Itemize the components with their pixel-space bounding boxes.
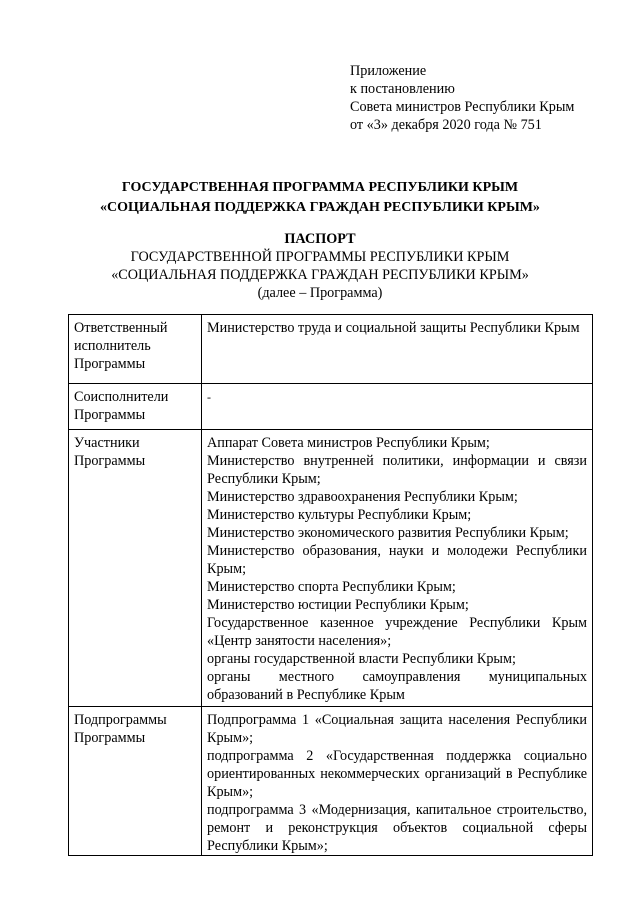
value-line: Министерство здравоохранения Республики Крым; bbox=[207, 489, 518, 505]
table-row bbox=[69, 315, 593, 384]
value-line: Подпрограмма 1 «Социальная защита населения Республики Крым»; bbox=[207, 712, 587, 746]
approval-line: от «3» декабря 2020 года № 751 bbox=[350, 117, 542, 133]
passport-line: (далее – Программа) bbox=[257, 285, 383, 301]
value-line: Министерство труда и социальной защиты Республики Крым bbox=[207, 320, 580, 336]
value-line: органы государственной власти Республики Крым; bbox=[207, 651, 516, 667]
row-value bbox=[202, 315, 593, 384]
value-line: подпрограмма 2 «Государственная поддержка социально ориентированных некоммерческих организаций в Республике Крым»; bbox=[207, 748, 587, 800]
table-row bbox=[69, 707, 593, 856]
row-value bbox=[202, 707, 593, 856]
value-line: Аппарат Совета министров Республики Крым; bbox=[207, 435, 490, 451]
value-line: Министерство культуры Республики Крым; bbox=[207, 507, 472, 523]
passport-heading-block bbox=[0, 230, 640, 302]
approval-line: Приложение bbox=[350, 63, 427, 79]
row-label: Участники Программы bbox=[69, 430, 202, 707]
title-line: ГОСУДАРСТВЕННАЯ ПРОГРАММА РЕСПУБЛИКИ КРЫМ bbox=[121, 180, 519, 195]
value-line: Министерство спорта Республики Крым; bbox=[207, 579, 456, 595]
row-value bbox=[202, 430, 593, 707]
row-value bbox=[202, 384, 593, 430]
table-row bbox=[69, 430, 593, 707]
passport-heading: ПАСПОРТ bbox=[284, 231, 356, 247]
row-label: Ответственный исполнитель Программы bbox=[69, 315, 202, 384]
value-line: Министерство экономического развития Республики Крым; bbox=[207, 525, 569, 541]
value-line: Министерство образования, науки и молодежи Республики Крым; bbox=[207, 543, 587, 577]
passport-line: ГОСУДАРСТВЕННОЙ ПРОГРАММЫ РЕСПУБЛИКИ КРЫМ bbox=[130, 249, 510, 265]
value-line: подпрограмма 3 «Модернизация, капитальное строительство, ремонт и реконструкция объектов социальной сферы Республики Крым»; bbox=[207, 802, 587, 854]
approval-line: Совета министров Республики Крым bbox=[350, 99, 575, 115]
table-row bbox=[69, 384, 593, 430]
row-label: Соисполнители Программы bbox=[69, 384, 202, 430]
passport-line: «СОЦИАЛЬНАЯ ПОДДЕРЖКА ГРАЖДАН РЕСПУБЛИКИ КРЫМ» bbox=[111, 267, 529, 283]
value-line: Министерство внутренней политики, информации и связи Республики Крым; bbox=[207, 453, 587, 487]
value-line: - bbox=[207, 390, 211, 404]
title-line: «СОЦИАЛЬНАЯ ПОДДЕРЖКА ГРАЖДАН РЕСПУБЛИКИ КРЫМ» bbox=[100, 200, 540, 215]
approval-line: к постановлению bbox=[350, 81, 455, 97]
value-line: органы местного самоуправления муниципальных образований в Республике Крым bbox=[207, 669, 587, 703]
approval-block bbox=[350, 62, 574, 134]
value-line: Министерство юстиции Республики Крым; bbox=[207, 597, 469, 613]
value-line: Государственное казенное учреждение Республики Крым «Центр занятости населения»; bbox=[207, 615, 587, 649]
document-title bbox=[0, 178, 640, 218]
passport-table bbox=[68, 314, 593, 856]
row-label: Подпрограммы Программы bbox=[69, 707, 202, 856]
